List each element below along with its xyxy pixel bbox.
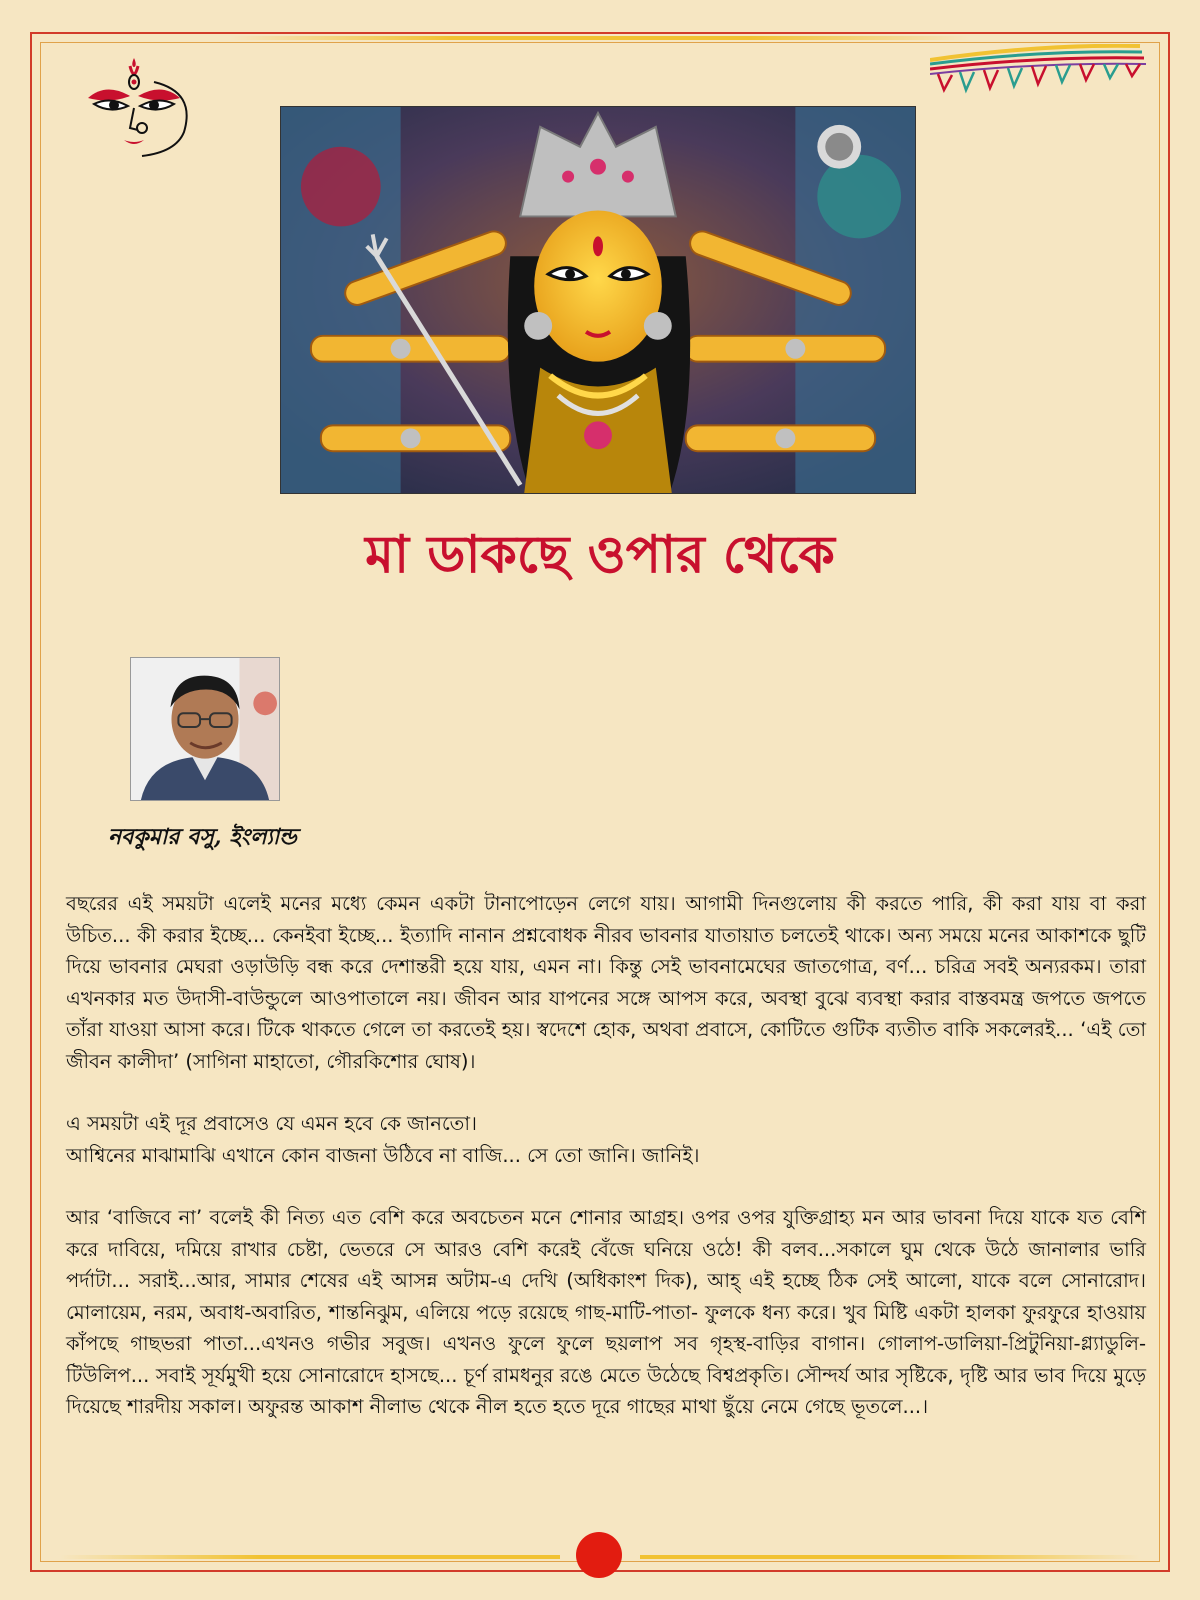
bottom-red-dot	[576, 1532, 622, 1578]
bunting-garland-icon	[930, 44, 1150, 110]
paragraph-2: এ সময়টা এই দূর প্রবাসেও যে এমন হবে কে জানতো। আশ্বিনের মাঝামাঝি এখানে কোন বাজনা উঠিবে না বাজি... সে তো জানি। জানিই।	[66, 1112, 700, 1167]
article-title: মা ডাকছে ওপার থেকে	[365, 525, 835, 585]
author-photo	[130, 657, 280, 801]
paragraph-1: বছরের এই সময়টা এলেই মনের মধ্যে কেমন একটা টানাপোড়েন লেগে যায়। আগামী দিনগুলোয় কী করতে পারি, কী করা যায় বা করা উচিত... কী করার ইচ্ছে... কেনইবা ইচ্ছে... ইত্যাদি নানান প্রশ্নবোধক নীরব ভাবনার যাতায়াত চলতেই থাকে। অন্য সময়ে মনের আকাশকে ছুটি দিয়ে ভাবনার মেঘরা ওড়াউড়ি বন্ধ করে দেশান্তরী হয়ে যায়, এমন না। কিন্তু সেই ভাবনামেঘের জাতগোত্র, বর্ণ... চরিত্র সবই অন্যরকম। তারা এখনকার মত উদাসী-বাউন্ডুলে আওপাতালে নয়। জীবন আর যাপনের সঙ্গে আপস করে, অবস্থা বুঝে ব্যবস্থা করার বাস্তবমন্ত্র জপতে জপতে তাঁরা যাওয়া আসা করে। টিকে থাকতে গেলে তা করতেই হয়। স্বদেশে হোক, অথবা প্রবাসে, কোটিতে গুটিক ব্যতীত বাকি সকলেরই... ‘এই তো জীবন কালীদা’ (সাগিনা মাহাতো, গৌরকিশোর ঘোষ)।	[66, 892, 1146, 1073]
bottom-gold-divider-right	[640, 1555, 1140, 1559]
durga-face-icon	[84, 52, 200, 160]
author-byline: নবকুমার বসু, ইংল্যান্ড	[108, 824, 297, 850]
top-gold-divider	[230, 36, 970, 40]
article-body	[66, 888, 1146, 1454]
paragraph-3: আর ‘বাজিবে না’ বলেই কী নিত্য এত বেশি করে অবচেতন মনে শোনার আগ্রহ। ওপর ওপর যুক্তিগ্রাহ্য মন আর ভাবনা দিয়ে যাকে যত বেশি করে দাবিয়ে, দমিয়ে রাখার চেষ্টা, ভেতরে সে আরও বেশি করেই বেঁজে ঘনিয়ে ওঠে! কী বলব...সকালে ঘুম থেকে উঠে জানালার ভারি পর্দাটা... সরাই...আর, সামার শেষের এই আসন্ন অটাম-এ দেখি (অধিকাংশ দিক), আহ্ এই হচ্ছে ঠিক সেই আলো, যাকে বলে সোনারোদ। মোলায়েম, নরম, অবাধ-অবারিত, শান্তনিঝুম, এলিয়ে পড়ে রয়েছে গাছ-মাটি-পাতা- ফুলকে ধন্য করে। খুব মিষ্টি একটা হালকা ফুরফুরে হাওয়ায় কাঁপছে গাছভরা পাতা...এখনও গভীর সবুজ। এখনও ফুলে ফুলে ছয়লাপ সব গৃহস্থ-বাড়ির বাগান। গোলাপ-ডালিয়া-প্রিটুনিয়া-গ্ল্যাডুলি-টিউলিপ... সবাই সূর্যমুখী হয়ে সোনারোদে হাসছে... চূর্ণ রামধনুর রঙে মেতে উঠেছে বিশ্বপ্রকৃতি। সৌন্দর্য আর সৃষ্টিকে, দৃষ্টি আর ভাব দিয়ে মুড়ে দিয়েছে শারদীয় সকাল। অফুরন্ত আকাশ নীলাভ থেকে নীল হতে হতে দূরে গাছের মাথা ছুঁয়ে নেমে গেছে ভূতলে...।	[66, 1206, 1146, 1418]
durga-idol-image	[280, 106, 916, 494]
bottom-gold-divider-left	[60, 1555, 560, 1559]
